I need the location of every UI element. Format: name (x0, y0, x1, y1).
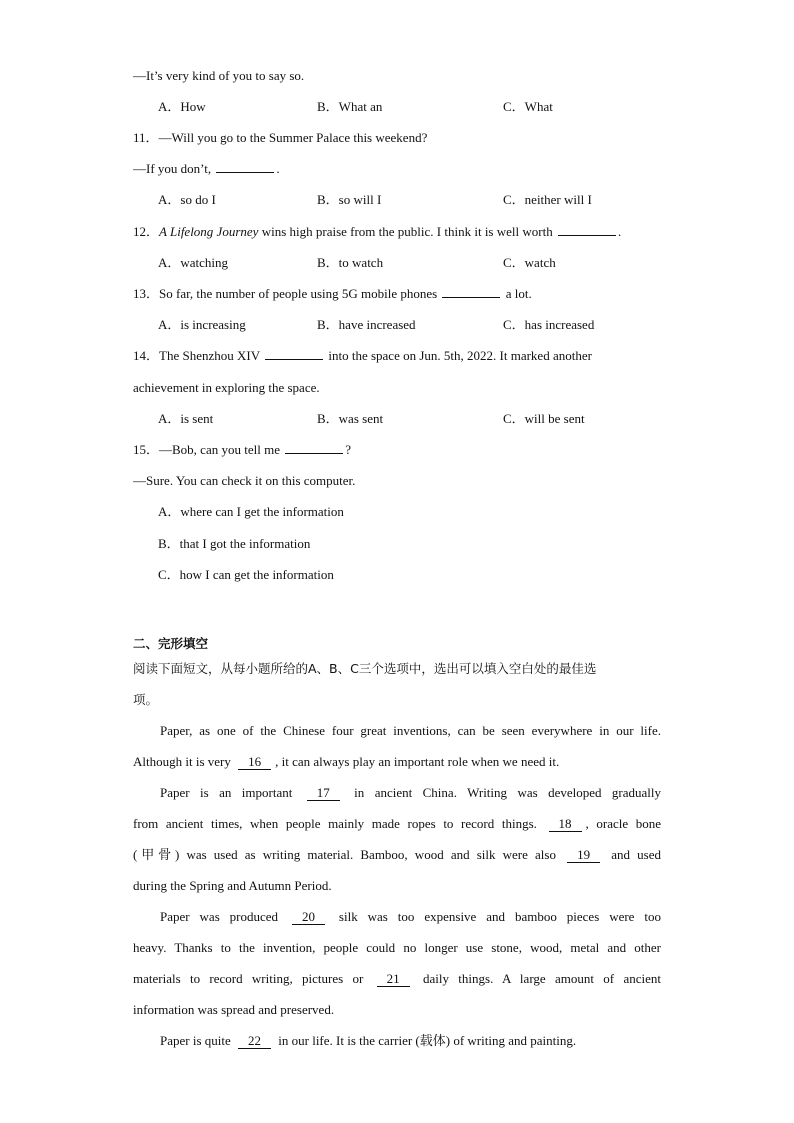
q10-option-a[interactable]: A．How (158, 99, 206, 114)
q14-options (158, 410, 718, 428)
q14-number: 14． (133, 348, 160, 363)
passage-text: (甲骨) was used as writing material. Bamboo, wood and silk were also (133, 847, 564, 862)
q13-options (158, 316, 718, 334)
q12-option-c[interactable]: C．watch (503, 255, 556, 270)
answer-blank (558, 223, 616, 236)
q14-option-b[interactable]: B．was sent (317, 411, 384, 426)
q12-option-a[interactable]: A．watching (158, 255, 229, 270)
q15-option-b[interactable]: B．that I got the information (158, 536, 311, 551)
passage-text: from ancient times, when people mainly made ropes to record things. (133, 816, 545, 831)
passage-line: heavy. Thanks to the invention, people could no longer use stone, wood, metal and other (133, 940, 661, 955)
q11-text: —Will you go to the Summer Palace this weekend? (158, 130, 428, 145)
q12-option-b[interactable]: B．to watch (317, 255, 384, 270)
passage-line: Paper, as one of the Chinese four great inventions, can be seen everywhere in our life. (160, 723, 661, 738)
passage-text: silk was too expensive and bamboo pieces were too (329, 909, 661, 924)
q12-question (133, 223, 621, 241)
q13-option-c[interactable]: C．has increased (503, 317, 595, 332)
section-title: 二、完形填空 (133, 636, 209, 651)
cloze-passage (133, 722, 661, 1063)
q15-option-a[interactable]: A．where can I get the information (158, 504, 344, 519)
q10-option-b[interactable]: B．What an (317, 99, 383, 114)
passage-line: during the Spring and Autumn Period. (133, 878, 332, 893)
q12-options (158, 254, 718, 272)
answer-blank (216, 160, 274, 173)
passage-text: Paper is quite (160, 1033, 235, 1048)
q15-text: —Bob, can you tell me (159, 442, 284, 457)
q11-reply (133, 160, 280, 178)
q14-option-c[interactable]: C．will be sent (503, 411, 585, 426)
passage-text: Although it is very (133, 754, 235, 769)
q10-reply: —It’s very kind of you to say so. (133, 68, 305, 83)
passage-text: materials to record writing, pictures or (133, 971, 373, 986)
q12-title: A Lifelong Journey (159, 224, 259, 239)
q13-number: 13． (133, 286, 160, 301)
passage-line (133, 815, 661, 846)
q12-number: 12． (133, 224, 160, 239)
q11-number: 11． (133, 130, 159, 145)
blank-19[interactable]: 19 (567, 848, 600, 863)
blank-17[interactable]: 17 (307, 786, 340, 801)
passage-line: information was spread and preserved. (133, 1002, 335, 1017)
passage-text: daily things. A large amount of ancient (413, 971, 661, 986)
q14-option-a[interactable]: A．is sent (158, 411, 214, 426)
q12-text: wins high praise from the public. I think it is well worth (258, 224, 556, 239)
q14-text: The Shenzhou XIV (159, 348, 264, 363)
passage-line (133, 1032, 661, 1063)
q11-options (158, 191, 718, 209)
q13-option-b[interactable]: B．have increased (317, 317, 416, 332)
passage-text: and used (604, 847, 661, 862)
q14-question (133, 347, 592, 365)
section-instructions-cont: 项。 (133, 692, 159, 707)
passage-text: Paper is an important (160, 785, 303, 800)
q12-end: . (617, 224, 622, 239)
q11-option-b[interactable]: B．so will I (317, 192, 382, 207)
answer-blank (265, 347, 323, 360)
q13-question (133, 285, 532, 303)
passage-line (133, 784, 661, 815)
q10-option-c[interactable]: C．What (503, 99, 553, 114)
passage-text: , it can always play an important role when we need it. (275, 754, 560, 769)
blank-21[interactable]: 21 (377, 972, 410, 987)
q15-end: ? (345, 442, 351, 457)
q10-options (158, 98, 718, 116)
q13-option-a[interactable]: A．is increasing (158, 317, 246, 332)
q15-question (133, 441, 351, 459)
q14-end: into the space on Jun. 5th, 2022. It marked another (325, 348, 592, 363)
blank-20[interactable]: 20 (292, 910, 325, 925)
passage-text: Paper was produced (160, 909, 288, 924)
blank-22[interactable]: 22 (238, 1034, 271, 1049)
q11-reply-end: . (276, 161, 280, 176)
answer-blank (442, 285, 500, 298)
q15-option-c[interactable]: C．how I can get the information (158, 567, 334, 582)
passage-text: in ancient China. Writing was developed gradually (343, 785, 662, 800)
blank-16[interactable]: 16 (238, 755, 271, 770)
q13-end: a lot. (502, 286, 532, 301)
q11-question (133, 129, 427, 147)
section-instructions: 阅读下面短文，从每小题所给的A、B、C三个选项中，选出可以填入空白处的最佳选 (133, 661, 597, 676)
q11-reply-text: —If you don’t, (133, 161, 215, 176)
passage-text: in our life. It is the carrier (载体) of writing and painting. (275, 1033, 577, 1048)
q11-option-c[interactable]: C．neither will I (503, 192, 592, 207)
passage-line (133, 846, 661, 877)
blank-18[interactable]: 18 (549, 817, 582, 832)
passage-line (133, 908, 661, 939)
passage-text: , oracle bone (585, 816, 661, 831)
passage-line (133, 970, 661, 1001)
q14-continuation: achievement in exploring the space. (133, 380, 320, 395)
q15-reply: —Sure. You can check it on this computer. (133, 473, 356, 488)
q15-number: 15． (133, 442, 160, 457)
passage-line (133, 753, 661, 784)
q11-option-a[interactable]: A．so do I (158, 192, 216, 207)
answer-blank (285, 441, 343, 454)
q13-text: So far, the number of people using 5G mobile phones (159, 286, 441, 301)
